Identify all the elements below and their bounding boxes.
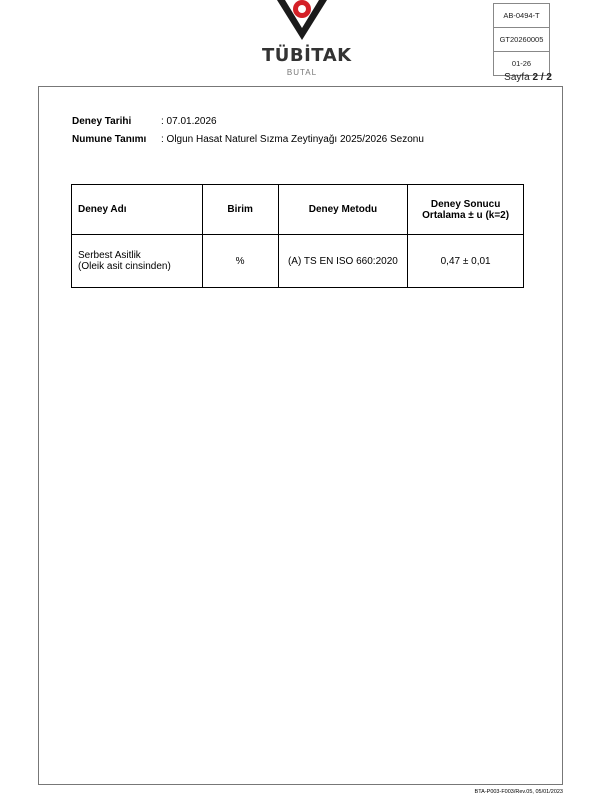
table-row xyxy=(72,235,524,288)
date-label: Deney Tarihi xyxy=(72,116,132,127)
header-result-line1: Deney Sonucu xyxy=(430,198,501,210)
header-result-line2: Ortalama ± u (k=2) xyxy=(422,209,510,221)
cell-unit: % xyxy=(202,235,278,288)
results-table xyxy=(71,184,524,288)
period-code: 01-26 xyxy=(511,59,532,68)
header-unit: Birim xyxy=(202,185,278,235)
header-result xyxy=(408,185,524,235)
sample-value: : Olgun Hasat Naturel Sızma Zeytinyağı 2025/2026 Sezonu xyxy=(161,134,424,145)
header-method: Deney Metodu xyxy=(278,185,408,235)
cell-method: (A) TS EN ISO 660:2020 xyxy=(278,235,408,288)
sample-code: GT20260005 xyxy=(494,28,549,52)
header-test-name: Deney Adı xyxy=(72,185,203,235)
tubitak-logo xyxy=(262,0,352,80)
report-code: AB-0494-T xyxy=(494,4,549,28)
page-number: 2 / 2 xyxy=(532,72,552,83)
page-indicator xyxy=(480,72,552,83)
logo-subtext: BUTAL xyxy=(286,68,318,77)
form-code: BTA-P003-F003/Rev.05, 05/01/2023 xyxy=(474,789,563,795)
table-header-row xyxy=(72,185,524,235)
document-code-box xyxy=(493,3,550,76)
cell-test-name xyxy=(72,235,203,288)
date-value: : 07.01.2026 xyxy=(161,116,217,127)
test-name-line2: (Oleik asit cinsinden) xyxy=(78,261,171,272)
tubitak-emblem-icon xyxy=(275,0,329,44)
cell-result: 0,47 ± 0,01 xyxy=(408,235,524,288)
page-label: Sayfa xyxy=(504,72,530,83)
test-name-line1: Serbest Asitlik xyxy=(78,250,141,261)
logo-wordmark: TÜBİTAK xyxy=(262,45,352,66)
sample-label: Numune Tanımı xyxy=(72,134,147,145)
